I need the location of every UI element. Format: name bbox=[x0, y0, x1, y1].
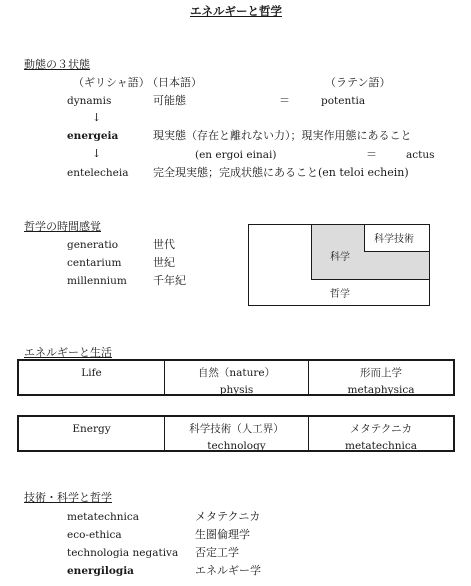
term-potentia: potentia bbox=[321, 95, 366, 107]
cell-life: Life bbox=[81, 367, 102, 379]
table-energy-cell bbox=[165, 417, 308, 450]
table-life-cell bbox=[165, 361, 308, 394]
term-actus: actus bbox=[406, 149, 435, 161]
diagram-label-technology: 科学技術 bbox=[374, 234, 414, 245]
term-metatechnica: metatechnica bbox=[67, 511, 139, 523]
cell-metaphysics: 形而上学 bbox=[360, 367, 402, 379]
col-label-latin: （ラテン語） bbox=[325, 76, 391, 89]
equals-sign: ＝ bbox=[279, 94, 290, 107]
term-metatechnica-jp: メタテクニカ bbox=[195, 510, 261, 523]
section-heading-life: エネルギーと生活 bbox=[24, 346, 112, 359]
table-life-cell bbox=[309, 361, 453, 394]
term-seiki: 世紀 bbox=[153, 256, 175, 269]
cell-physis: physis bbox=[219, 384, 254, 396]
table-energy-cell bbox=[19, 417, 164, 450]
term-en-ergoi-einai: (en ergoi einai) bbox=[195, 149, 277, 161]
table-energy bbox=[17, 415, 455, 452]
term-kanoutai: 可能態 bbox=[153, 94, 186, 107]
col-label-greek: （ギリシャ語） bbox=[73, 76, 150, 89]
diagram-label-philosophy: 哲学 bbox=[330, 289, 350, 300]
cell-metaphysica: metaphysica bbox=[347, 384, 415, 396]
cell-nature: 自然（nature） bbox=[197, 367, 276, 379]
cell-technology: technology bbox=[207, 440, 266, 452]
cell-metatechnica: metatechnica bbox=[345, 440, 417, 452]
section-heading-states: 動態の３状態 bbox=[24, 58, 90, 71]
term-entelecheia: entelecheia bbox=[67, 167, 129, 179]
section-heading-tech: 技術・科学と哲学 bbox=[24, 491, 112, 504]
term-kanzen-genjitsutai: 完全現実態；完成状態にあること(en teloi echein) bbox=[153, 166, 409, 179]
arrow-down-icon: ↓ bbox=[92, 111, 102, 124]
table-life bbox=[17, 359, 455, 396]
term-millennium: millennium bbox=[67, 275, 127, 287]
term-seiken-rinrigaku: 生圏倫理学 bbox=[195, 528, 250, 541]
term-eco-ethica: eco-ethica bbox=[67, 529, 122, 541]
term-dynamis: dynamis bbox=[67, 95, 112, 107]
page-title: エネルギーと哲学 bbox=[190, 4, 282, 18]
term-sedai: 世代 bbox=[153, 238, 175, 251]
cell-energy: Energy bbox=[72, 423, 111, 435]
table-energy-cell bbox=[309, 417, 453, 450]
table-life-cell bbox=[19, 361, 164, 394]
term-energy-gaku: エネルギー学 bbox=[195, 564, 261, 577]
equals-sign: ＝ bbox=[366, 148, 377, 161]
arrow-down-icon: ↓ bbox=[92, 147, 102, 160]
term-energeia: energeia bbox=[67, 130, 119, 142]
term-genjitsutai: 現実態（存在と離れない力）；現実作用態にあること bbox=[153, 129, 412, 142]
col-label-japanese: （日本語） bbox=[147, 76, 202, 89]
diagram-label-science: 科学 bbox=[330, 252, 350, 263]
cell-metatechnica-jp: メタテクニカ bbox=[349, 423, 413, 435]
term-technologia-negativa: technologia negativa bbox=[67, 547, 179, 559]
term-energilogia: energilogia bbox=[67, 565, 134, 577]
section-heading-time: 哲学の時間感覚 bbox=[24, 220, 101, 233]
term-generatio: generatio bbox=[67, 239, 119, 251]
term-hitei-kougaku: 否定工学 bbox=[195, 546, 239, 559]
cell-technology-jp: 科学技術（人工界） bbox=[189, 423, 284, 435]
term-sennenki: 千年紀 bbox=[153, 274, 186, 287]
term-centarium: centarium bbox=[67, 257, 122, 269]
